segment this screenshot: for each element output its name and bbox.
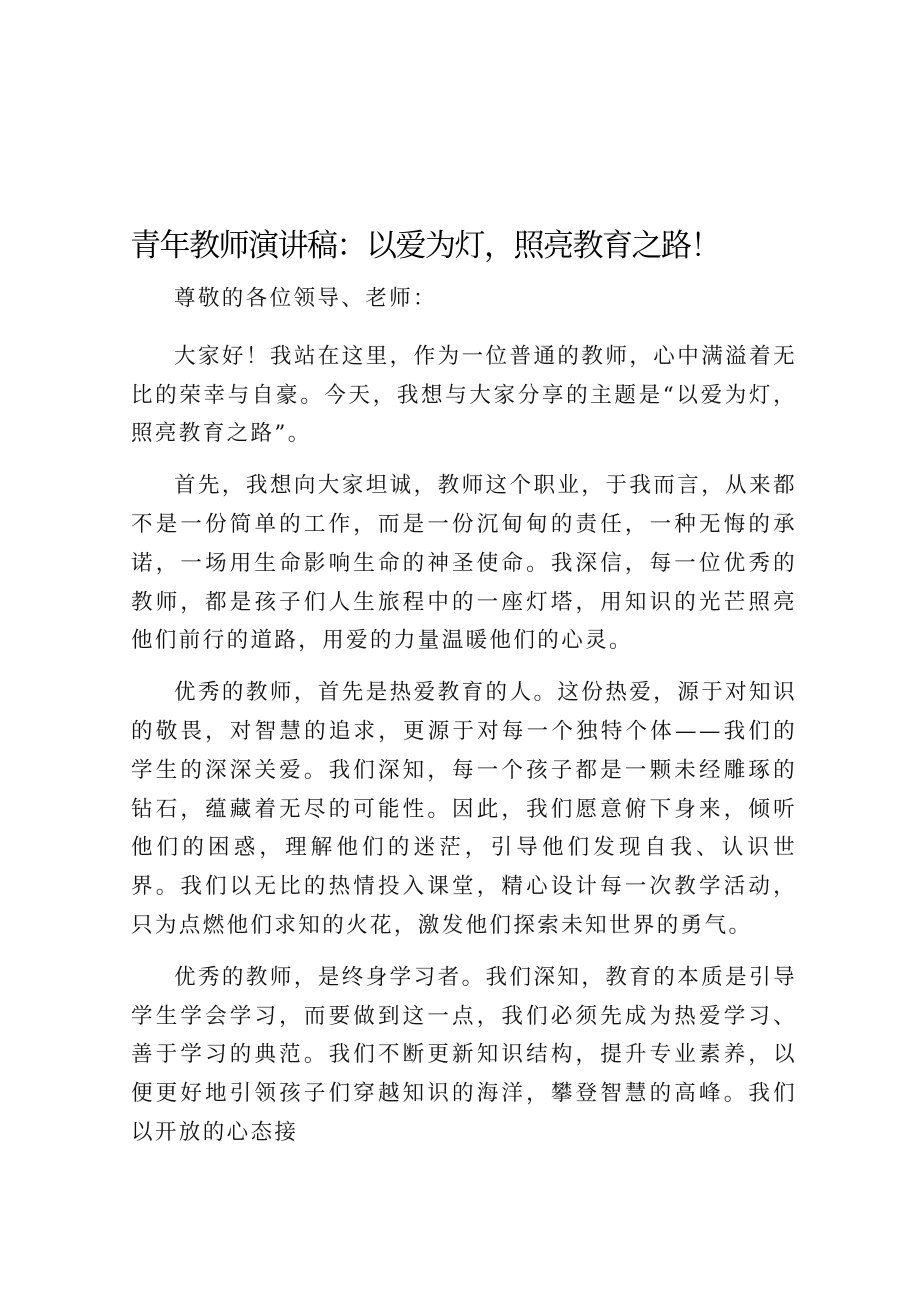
salutation: 尊敬的各位领导、老师：	[174, 286, 437, 311]
paragraph-3: 优秀的教师，首先是热爱教育的人。这份热爱，源于对知识的敬畏，对智慧的追求，更源于对每一个独特个体——我们的学生的深深关爱。我们深知，每一个孩子都是一颗未经雕琢的钻石，蕴藏着无尽的可能性。因此，我们愿意俯下身来，倾听他们的困惑，理解他们的迷茫，引导他们发现自我、认识世界。我们以无比的热情投入课堂，精心设计每一次教学活动，只为点燃他们求知的火花，激发他们探索未知世界的勇气。	[131, 680, 797, 938]
document-body	[131, 280, 797, 1166]
paragraph-2: 首先，我想向大家坦诚，教师这个职业，于我而言，从来都不是一份简单的工作，而是一份沉甸甸的责任，一种无悔的承诺，一场用生命影响生命的神圣使命。我深信，每一位优秀的教师，都是孩子们人生旅程中的一座灯塔，用知识的光芒照亮他们前行的道路，用爱的力量温暖他们的心灵。	[131, 473, 797, 654]
paragraph-4: 优秀的教师，是终身学习者。我们深知，教育的本质是引导学生学会学习，而要做到这一点，我们必须先成为热爱学习、善于学习的典范。我们不断更新知识结构，提升专业素养，以便更好地引领孩子们穿越知识的海洋，攀登智慧的高峰。我们以开放的心态接	[131, 964, 797, 1145]
page-title: 青年教师演讲稿：以爱为灯，照亮教育之路！	[130, 228, 720, 264]
paragraph-1: 大家好！我站在这里，作为一位普通的教师，心中满溢着无比的荣幸与自豪。今天，我想与大家分享的主题是“以爱为灯，照亮教育之路”。	[131, 343, 797, 447]
